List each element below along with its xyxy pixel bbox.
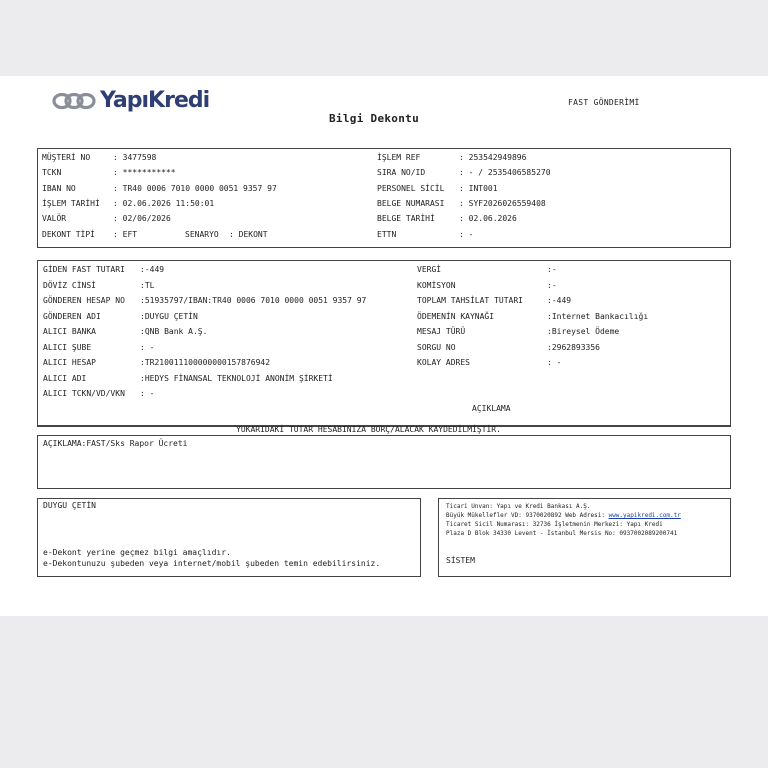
company-tax-line [446,512,681,520]
transaction-field-value: : TR40 0006 7010 0000 0051 9357 97 [113,183,277,193]
page-title: Bilgi Dekontu [329,112,419,125]
transaction-field-label: TCKN [42,168,62,178]
company-registry-line: Ticaret Sicil Numarası: 32736 İşletmenin Merkezi: Yapı Kredi [446,521,663,528]
summary-field-value: :-449 [547,296,572,305]
summary-field-label: MESAJ TÜRÜ [417,327,466,336]
transfer-field-value: : - [140,389,155,398]
website-link[interactable]: www.yapikredi.com.tr [608,512,681,519]
brand-name: YapıKredi [100,88,210,113]
document-type-label: FAST GÖNDERİMİ [568,98,640,107]
e-dekont-note-1: e-Dekont yerine geçmez bilgi amaçlıdır. [43,548,231,557]
transaction-field-value: : 02/06/2026 [113,214,171,224]
reference-field-value: : INT001 [459,183,498,193]
transaction-field-label: VALÖR [42,214,67,224]
transaction-field-label: IBAN NO [42,183,76,193]
transaction-field-label: DEKONT TİPİ [42,229,95,239]
company-tax-text: Büyük Mükellefler VD: 9370020892 Web Adresi: [446,512,605,519]
company-title-line: Ticari Unvan: Yapı ve Kredi Bankası A.Ş. [446,503,591,510]
transfer-field-value: : - [140,342,155,352]
e-dekont-note-2: e-Dekontunuzu şubeden veya internet/mobil şubeden temin edebilirsiniz. [43,559,381,568]
transfer-field-label: ALICI ŞUBE [43,342,92,352]
transfer-field-label: GÖNDEREN ADI [43,311,101,321]
summary-field-label: ÖDEMENİN KAYNAĞI [417,311,495,321]
summary-field-value: :- [547,265,557,274]
reference-field-value: : 02.06.2026 [459,214,517,224]
reference-field-label: BELGE TARİHİ [377,214,435,224]
summary-field-value: :Bireysel Ödeme [547,327,620,336]
transaction-field-label: MÜŞTERİ NO [42,153,91,162]
transfer-field-value: :DUYGU ÇETİN [140,311,198,321]
transfer-field-label: ALICI ADI [43,373,87,383]
summary-field-label: TOPLAM TAHSİLAT TUTARI [417,296,523,305]
reference-field-value: : 253542949896 [459,153,527,162]
company-address-line: Plaza D Blok 34330 Levent - İstanbul Mersis No: 0937002089200741 [446,530,678,537]
reference-field-value: : - / 2535406585270 [459,168,551,178]
summary-field-label: KOLAY ADRES [417,358,470,367]
system-label: SİSTEM [446,556,475,565]
reference-field-label: BELGE NUMARASI [377,198,445,208]
reference-field-label: ETTN [377,229,397,239]
reference-field-value: : - [459,229,474,239]
summary-field-value: :2962893356 [547,342,600,352]
transaction-field-value: : 02.06.2026 11:50:01 [113,198,215,208]
yapikredi-logo-icon [51,90,97,112]
summary-field-label: KOMİSYON [417,280,456,290]
transaction-field-value: : EFT [113,229,138,239]
transfer-field-value: :HEDYS FİNANSAL TEKNOLOJİ ANONİM ŞİRKETİ [140,373,333,383]
transfer-field-label: GİDEN FAST TUTARI [43,265,125,274]
description-text: AÇIKLAMA:FAST/Sks Rapor Ücreti [43,439,188,448]
scenario-field-label: SENARYO [185,229,219,239]
reference-field-label: SIRA NO/ID [377,168,426,178]
transfer-field-label: ALICI HESAP [43,358,96,367]
scenario-field-value: : DEKONT [229,229,268,239]
transfer-field-label: ALICI TCKN/VD/VKN [43,389,125,398]
transaction-field-value: : *********** [113,168,176,178]
debit-credit-notice: YUKARIDAKİ TUTAR HESABINIZA BORÇ/ALACAK KAYDEDİLMİŞTİR. [236,425,501,434]
summary-field-value: :Internet Bankacılığı [547,311,649,321]
summary-field-label: SORGU NO [417,342,456,352]
reference-field-label: PERSONEL SİCİL [377,183,445,193]
aciklama-heading: AÇIKLAMA [472,404,511,413]
reference-field-label: İŞLEM REF [377,153,421,162]
customer-name: DUYGU ÇETİN [43,501,96,510]
summary-field-value: : - [547,358,562,367]
transfer-field-label: DÖVİZ CİNSİ [43,280,96,290]
transfer-field-value: :TL [140,280,155,290]
transfer-field-value: :TR210011100000000157876942 [140,358,271,367]
reference-field-value: : SYF2026026559408 [459,198,546,208]
transfer-field-value: :51935797/IBAN:TR40 0006 7010 0000 0051 9357 97 [140,296,367,305]
transfer-field-label: GÖNDEREN HESAP NO [43,296,125,305]
transfer-field-value: :QNB Bank A.Ş. [140,327,208,336]
summary-field-value: :- [547,280,557,290]
transfer-field-value: :-449 [140,265,165,274]
transaction-field-value: : 3477598 [113,153,157,162]
transfer-field-label: ALICI BANKA [43,327,96,336]
transaction-field-label: İŞLEM TARİHİ [42,198,100,208]
yapikredi-logo [51,88,209,113]
summary-field-label: VERGİ [417,265,442,274]
